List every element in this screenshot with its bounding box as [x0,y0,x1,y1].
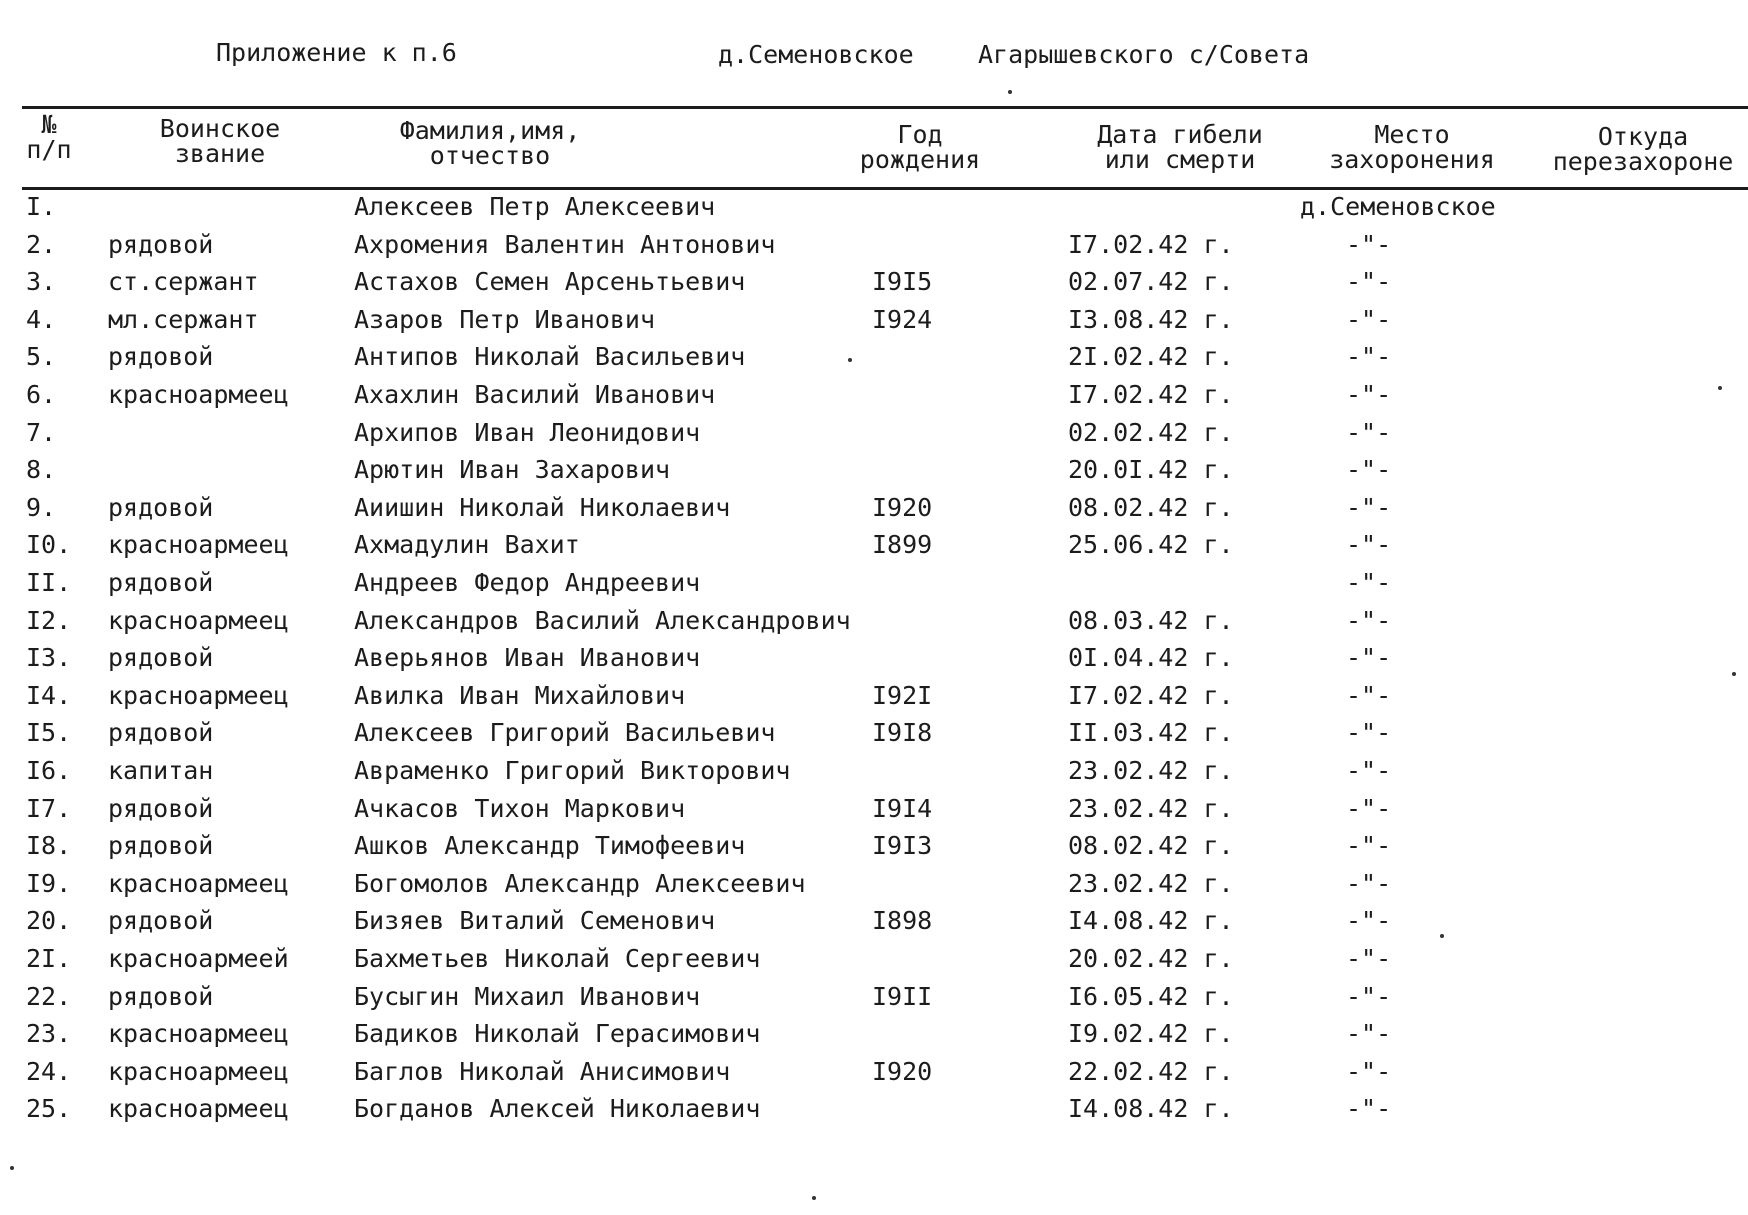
col-header-num: № п/п [26,110,72,164]
full-name: Ачкасов Тихон Маркович [354,794,686,823]
burial-place: -"- [1346,906,1392,935]
row-number: I7. [26,794,72,823]
full-name: Александров Василий Александрович [354,606,851,635]
birth-year: I899 [872,530,933,559]
table-row [0,303,1748,337]
burial-place: -"- [1346,869,1392,898]
birth-year: I898 [872,906,933,935]
burial-place: -"- [1346,230,1392,259]
birth-year: I9I4 [872,794,933,823]
table-row [0,641,1748,675]
burial-place: -"- [1346,493,1392,522]
full-name: Ахмадулин Вахит [354,530,580,559]
row-number: 24. [26,1057,72,1086]
burial-place: -"- [1346,1094,1392,1123]
table-row [0,416,1748,450]
death-date: I7.02.42 г. [1068,230,1234,259]
table-row [0,566,1748,600]
row-number: 6. [26,380,57,409]
burial-place: -"- [1346,1057,1392,1086]
death-date: 25.06.42 г. [1068,530,1234,559]
table-row [0,228,1748,262]
death-date: I3.08.42 г. [1068,305,1234,334]
death-date: I7.02.42 г. [1068,380,1234,409]
burial-place: -"- [1346,718,1392,747]
death-date: 08.02.42 г. [1068,831,1234,860]
burial-place: -"- [1346,944,1392,973]
burial-place: -"- [1346,530,1392,559]
table-row [0,867,1748,901]
row-number: 2. [26,230,57,259]
full-name: Бахметьев Николай Сергеевич [354,944,761,973]
full-name: Авилка Иван Михайлович [354,681,686,710]
birth-year: I924 [872,305,933,334]
burial-place: -"- [1346,380,1392,409]
death-date: 2I.02.42 г. [1068,342,1234,371]
row-number: 25. [26,1094,72,1123]
table-row [0,1017,1748,1051]
military-rank: красноармеей [108,944,289,973]
table-row [0,792,1748,826]
burial-place: -"- [1346,455,1392,484]
death-date: 23.02.42 г. [1068,756,1234,785]
military-rank: красноармеец [108,380,289,409]
table-row [0,1092,1748,1126]
col-header-place: Место захоронения [1329,120,1495,174]
row-number: 4. [26,305,57,334]
scan-speck [848,358,852,362]
death-date: 0I.04.42 г. [1068,643,1234,672]
table-row [0,980,1748,1014]
row-number: I8. [26,831,72,860]
full-name: Авраменко Григорий Викторович [354,756,791,785]
full-name: Бизяев Виталий Семенович [354,906,716,935]
burial-place: д.Семеновское [1300,192,1496,221]
row-number: I6. [26,756,72,785]
scan-speck [812,1196,816,1200]
scan-speck [1718,386,1722,390]
burial-place: -"- [1346,681,1392,710]
col-header-year: Год рождения [859,120,981,174]
military-rank: красноармеец [108,1019,289,1048]
table-row [0,829,1748,863]
row-number: I0. [26,530,72,559]
row-number: 20. [26,906,72,935]
row-number: 7. [26,418,57,447]
village-name: д.Семеновское [718,40,914,69]
full-name: Ахромения Валентин Антонович [354,230,776,259]
military-rank: рядовой [108,794,214,823]
birth-year: I9I8 [872,718,933,747]
row-number: 8. [26,455,57,484]
burial-place: -"- [1346,756,1392,785]
burial-place: -"- [1346,342,1392,371]
row-number: I5. [26,718,72,747]
table-row [0,754,1748,788]
birth-year: I9I5 [872,267,933,296]
death-date: I4.08.42 г. [1068,906,1234,935]
table-row [0,1055,1748,1089]
row-number: II. [26,568,72,597]
row-number: 23. [26,1019,72,1048]
birth-year: I920 [872,1057,933,1086]
death-date: 20.0I.42 г. [1068,455,1234,484]
burial-place: -"- [1346,267,1392,296]
death-date: 08.03.42 г. [1068,606,1234,635]
table-row [0,340,1748,374]
military-rank: рядовой [108,982,214,1011]
full-name: Богданов Алексей Николаевич [354,1094,761,1123]
row-number: 2I. [26,944,72,973]
row-number: I3. [26,643,72,672]
table-row [0,378,1748,412]
table-row [0,265,1748,299]
death-date: I7.02.42 г. [1068,681,1234,710]
death-date: 20.02.42 г. [1068,944,1234,973]
military-rank: ст.сержант [108,267,259,296]
death-date: I4.08.42 г. [1068,1094,1234,1123]
military-rank: рядовой [108,906,214,935]
military-rank: рядовой [108,718,214,747]
row-number: 5. [26,342,57,371]
birth-year: I9II [872,982,933,1011]
full-name: Богомолов Александр Алексеевич [354,869,806,898]
military-rank: рядовой [108,831,214,860]
military-rank: рядовой [108,568,214,597]
death-date: I6.05.42 г. [1068,982,1234,1011]
appendix-label: Приложение к п.6 [216,38,457,67]
burial-place: -"- [1346,568,1392,597]
full-name: Астахов Семен Арсеньтьевич [354,267,746,296]
full-name: Бусыгин Михаил Иванович [354,982,701,1011]
birth-year: I92I [872,681,933,710]
burial-place: -"- [1346,831,1392,860]
col-header-rank: Воинское звание [159,114,281,168]
full-name: Антипов Николай Васильевич [354,342,746,371]
full-name: Ахахлин Василий Иванович [354,380,716,409]
col-header-from: Откуда перезахороне [1552,122,1734,176]
birth-year: I920 [872,493,933,522]
scan-speck [10,1166,14,1170]
scan-speck [1732,672,1736,676]
scan-speck [1440,934,1444,938]
death-date: 22.02.42 г. [1068,1057,1234,1086]
table-row [0,716,1748,750]
full-name: Аиишин Николай Николаевич [354,493,731,522]
council-name: Агарышевского с/Совета [978,40,1310,69]
row-number: I2. [26,606,72,635]
table-row [0,453,1748,487]
full-name: Баглов Николай Анисимович [354,1057,731,1086]
scan-speck [1008,90,1012,94]
full-name: Алексеев Петр Алексеевич [354,192,716,221]
row-number: I9. [26,869,72,898]
death-date: 23.02.42 г. [1068,794,1234,823]
birth-year: I9I3 [872,831,933,860]
military-rank: рядовой [108,342,214,371]
military-rank: красноармеец [108,681,289,710]
full-name: Ашков Александр Тимофеевич [354,831,746,860]
military-rank: рядовой [108,643,214,672]
burial-place: -"- [1346,794,1392,823]
burial-place: -"- [1346,643,1392,672]
full-name: Алексеев Григорий Васильевич [354,718,776,747]
burial-place: -"- [1346,305,1392,334]
full-name: Бадиков Николай Герасимович [354,1019,761,1048]
row-number: I4. [26,681,72,710]
table-row [0,604,1748,638]
row-number: 9. [26,493,57,522]
military-rank: красноармеец [108,1057,289,1086]
military-rank: красноармеец [108,869,289,898]
military-rank: красноармеец [108,1094,289,1123]
military-rank: рядовой [108,493,214,522]
death-date: 23.02.42 г. [1068,869,1234,898]
row-number: I. [26,192,57,221]
death-date: I9.02.42 г. [1068,1019,1234,1048]
military-rank: рядовой [108,230,214,259]
military-rank: капитан [108,756,214,785]
military-rank: мл.сержант [108,305,259,334]
table-row [0,190,1748,224]
military-rank: красноармеец [108,606,289,635]
full-name: Архипов Иван Леонидович [354,418,701,447]
death-date: II.03.42 г. [1068,718,1234,747]
table-row [0,942,1748,976]
burial-place: -"- [1346,606,1392,635]
full-name: Азаров Петр Иванович [354,305,656,334]
full-name: Арютин Иван Захарович [354,455,671,484]
row-number: 22. [26,982,72,1011]
death-date: 08.02.42 г. [1068,493,1234,522]
full-name: Аверьянов Иван Иванович [354,643,701,672]
table-row [0,679,1748,713]
table-row [0,491,1748,525]
table-row [0,528,1748,562]
table-row [0,904,1748,938]
burial-place: -"- [1346,418,1392,447]
burial-place: -"- [1346,982,1392,1011]
row-number: 3. [26,267,57,296]
full-name: Андреев Федор Андреевич [354,568,701,597]
death-date: 02.07.42 г. [1068,267,1234,296]
military-rank: красноармеец [108,530,289,559]
col-header-name: Фамилия,имя, отчество [399,116,581,170]
death-date: 02.02.42 г. [1068,418,1234,447]
col-header-date: Дата гибели или смерти [1097,120,1263,174]
burial-place: -"- [1346,1019,1392,1048]
